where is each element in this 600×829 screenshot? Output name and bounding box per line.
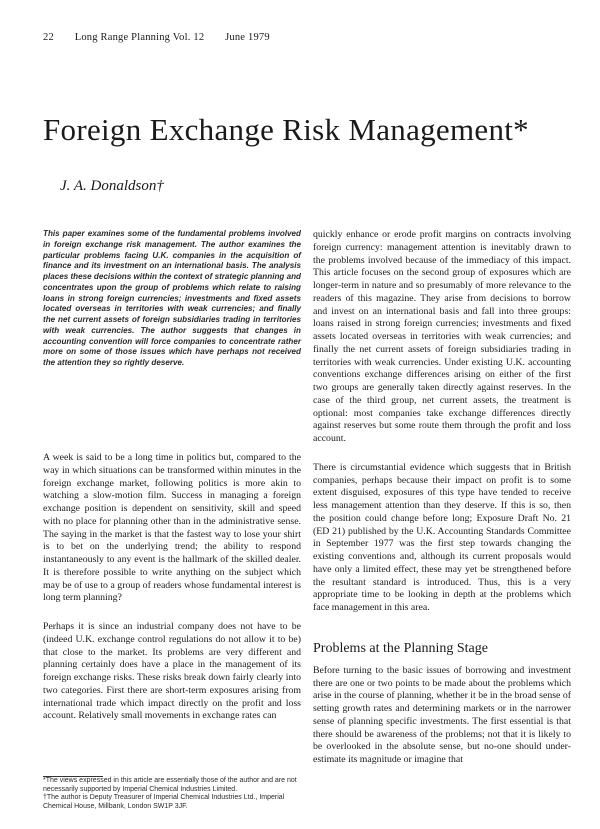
- footnotes: [43, 776, 301, 811]
- journal-name: Long Range Planning Vol. 12: [74, 32, 205, 43]
- body-paragraph: A week is said to be a long time in politics but, compared to the way in which situations can be transformed within minutes in the foreign exchange market, following politics is more akin to watching a slow-motion film. Success in managing a foreign exchange position is dependent on sensitivity, skill and speed with no place for planning other than in the administrative sense. The saying in the market is that the fastest way to lose your shirt is to bet on the underlying trend; the ability to respond instantaneously to any event is the hallmark of the skilled dealer. It is therefore possible to write anything on the subject which may be of use to a group of readers whose fundamental interest is long term planning?: [43, 452, 301, 604]
- issue-date: June 1979: [225, 32, 270, 43]
- body-paragraph: quickly enhance or erode profit margins on contracts involving foreign currency: management attention is inevitably drawn to the problems involved because of the immediacy of this impact. This article focuses on the second group of exposures which are longer-term in nature and so presumably of more relevance to the readers of this magazine. They arise from decisions to borrow and invest on an international basis and fall into three groups: loans raised in strong foreign currencies; investments and fixed assets located overseas in territories with weak currencies; and finally the net current assets of foreign subsidiaries trading in territories with weak currencies. Under existing U.K. accounting conventions exchange differences arising on either of the first two groups are generally taken directly against reserves. In the case of the third group, net current assets, the treatment is optional: most companies take exchange differences directly against reserves but some route them through the profit and loss account.: [313, 229, 571, 444]
- running-header: [43, 32, 563, 43]
- left-column-body: [43, 452, 301, 739]
- body-paragraph: There is circumstantial evidence which suggests that in British companies, perhaps because their impact on profit is to some extent disguised, exposures of this type have tended to receive less management attention than they deserve. If this is so, then the position could change before long; Exposure Draft No. 21 (ED 21) published by the U.K. Accounting Standards Committee in September 1977 was the first step towards changing the existing conventions and, although its current proposals would have only a limited effect, these may yet be strengthened before the resultant standard is introduced. Thus, this is a very appropriate time to be looking in depth at the problems which face management in this area.: [313, 461, 571, 613]
- footnote: *The views expressed in this article are essentially those of the author and are not necessarily supported by Imperial Chemical Industries Limited.: [43, 777, 297, 793]
- page-number: 22: [43, 32, 54, 43]
- abstract: This paper examines some of the fundamental problems involved in foreign exchange risk management. The author examines the particular problems facing U.K. companies in the acquisition of finance and its investment on an international basis. The analysis places these decisions within the context of strategic planning and concentrates upon the group of problems which relate to raising loans in strong foreign currencies; investments and fixed assets located overseas in territories with weak currencies; and finally the net current assets of foreign subsidiaries trading in territories with weak currencies. The author suggests that changes in accounting convention will force companies to concentrate rather more on some of those issues which have perhaps not received the attention they so rightly deserve.: [43, 229, 301, 367]
- body-paragraph: Perhaps it is since an industrial company does not have to be (indeed U.K. exchange control regulations do not allow it to be) that close to the market. Its problems are very different and planning certainly does have a place in the management of its foreign exchange risks. These risks break down fairly clearly into two categories. First there are short-term exposures arising from international trade which impact directly on the profit and loss account. Relatively small movements in exchange rates can: [43, 621, 301, 722]
- body-paragraph: Before turning to the basic issues of borrowing and investment there are one or two points to be made about the problems which arise in the course of planning, whether it be in the broad sense of setting growth rates and determining markets or in the narrower sense of planning specific investments. The first essential is that there should be awareness of the problems; not that it is likely to be overlooked in the absolute sense, but no-one should under-estimate its magnitude or imagine that: [313, 664, 571, 765]
- author-name: J. A. Donaldson†: [60, 178, 164, 194]
- right-column-body: [313, 229, 571, 783]
- footnote: †The author is Deputy Treasurer of Imperial Chemical Industries Ltd., Imperial Chemical House, Millbank, London SW1P 3JF.: [43, 794, 285, 810]
- section-heading: Problems at the Planning Stage: [313, 640, 488, 656]
- article-title: Foreign Exchange Risk Management*: [43, 112, 529, 147]
